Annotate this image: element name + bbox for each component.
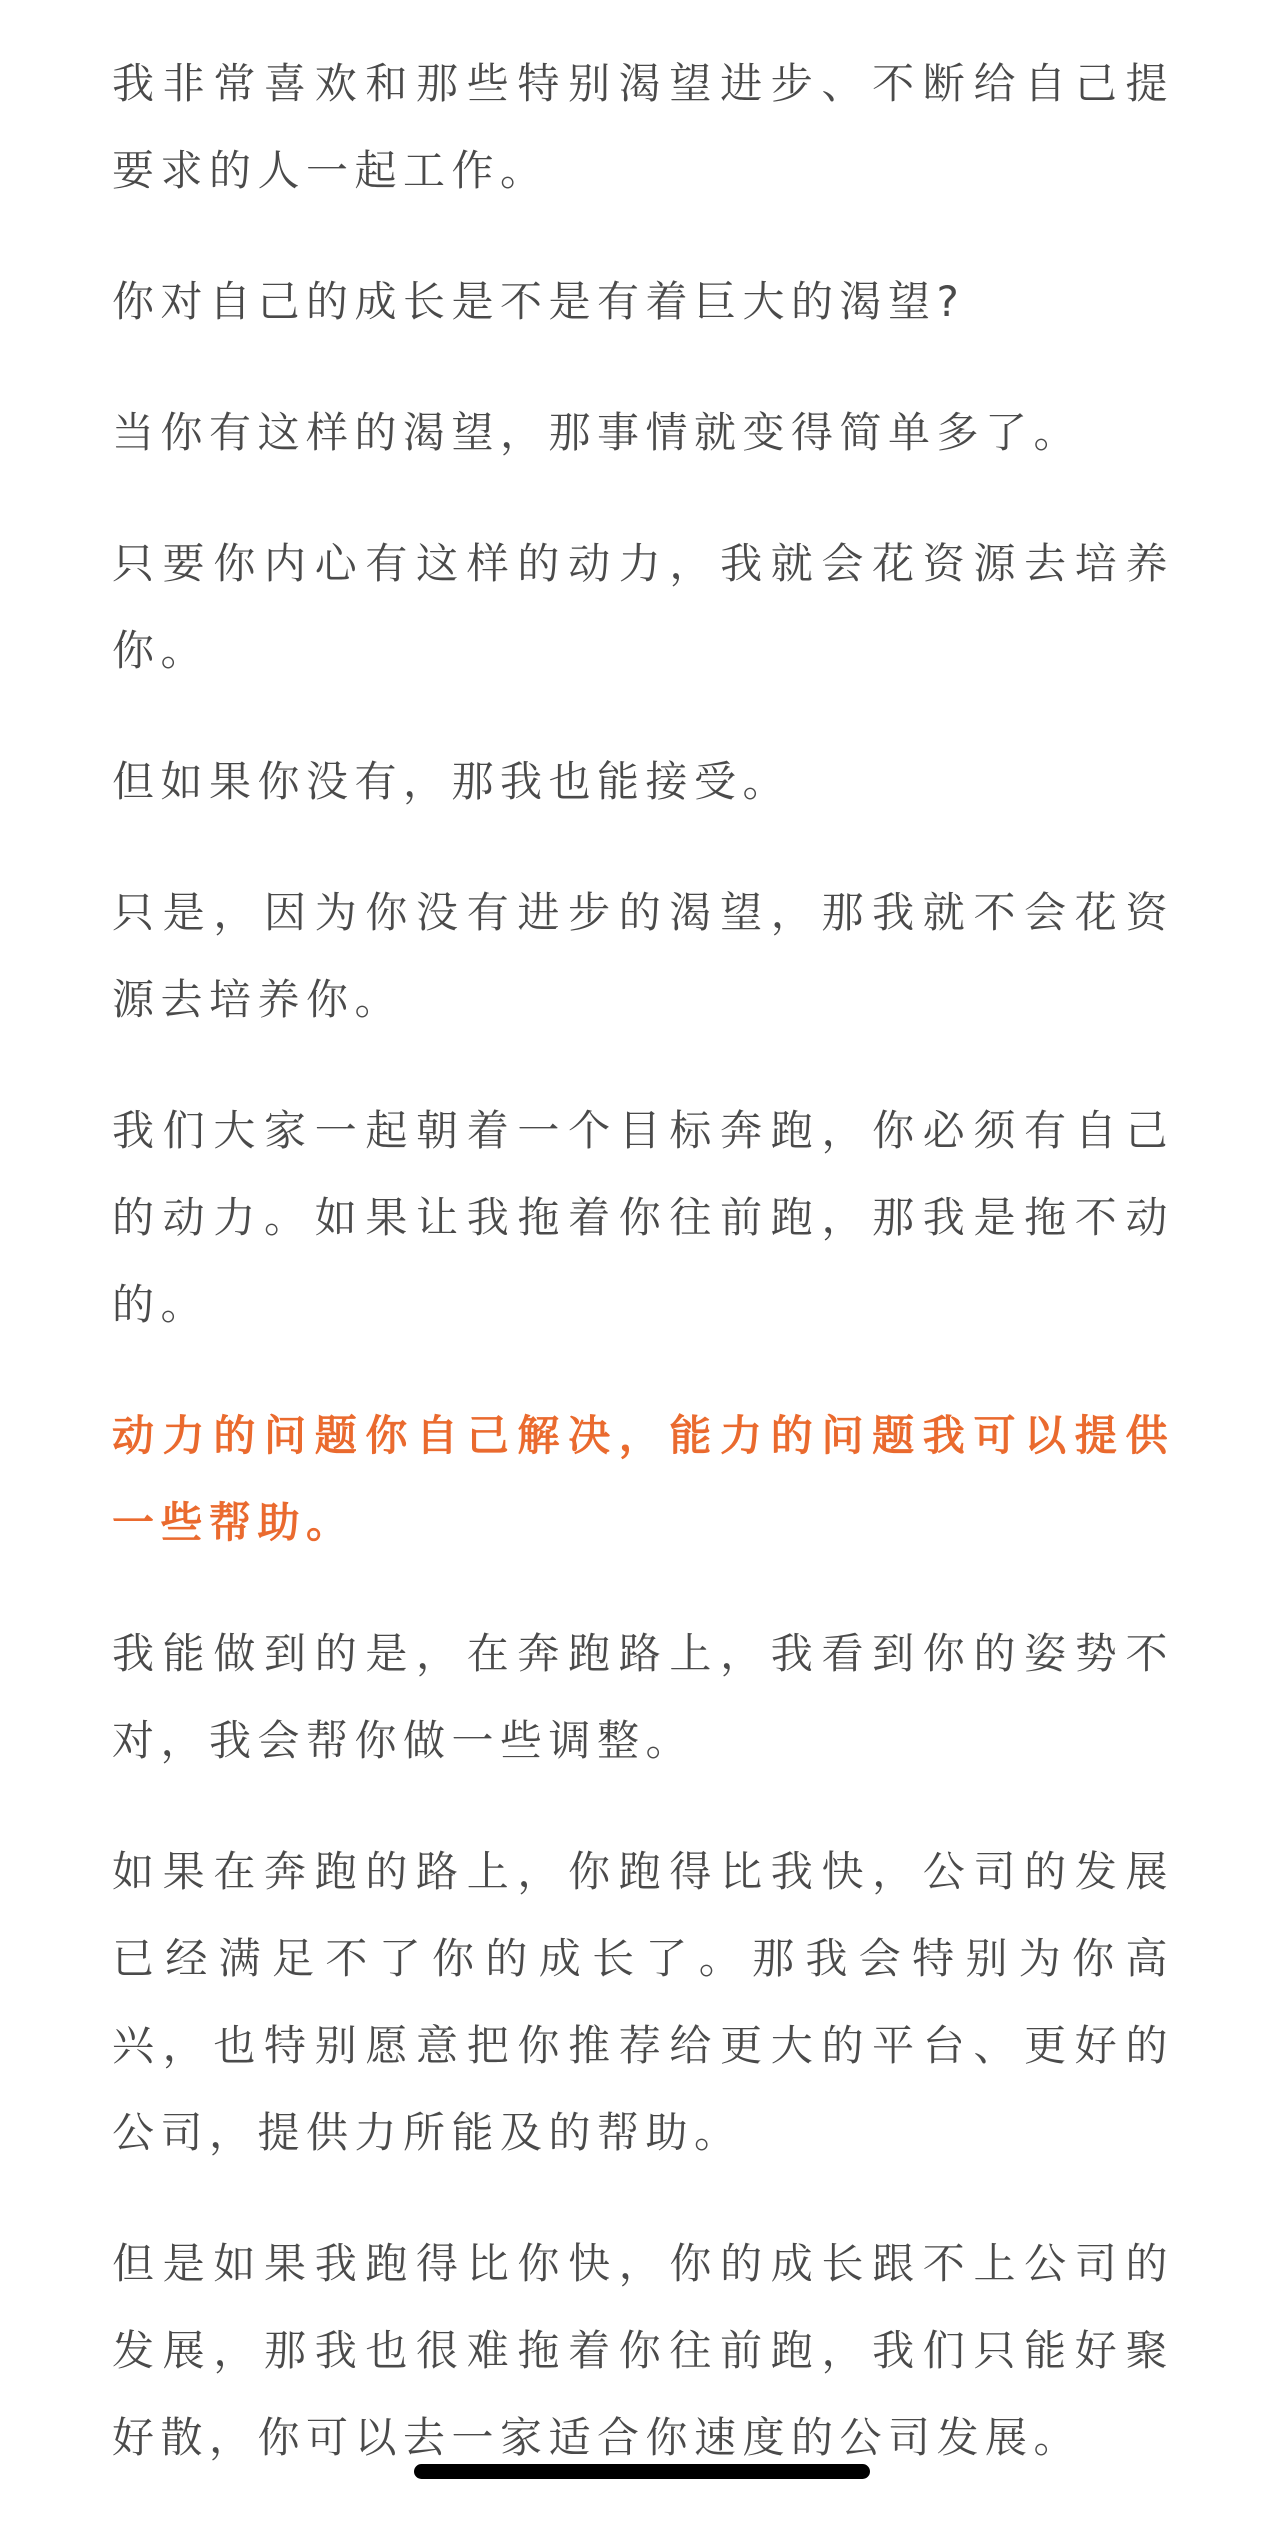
paragraph-9: 我能做到的是，在奔跑路上，我看到你的姿势不对，我会帮你做一些调整。	[112, 1629, 1174, 1765]
article-body	[112, 40, 1174, 2525]
paragraph-4: 只要你内心有这样的动力，我就会花资源去培养你。	[112, 539, 1174, 675]
paragraph-1: 我非常喜欢和那些特别渴望进步、不断给自己提要求的人一起工作。	[112, 59, 1174, 195]
paragraph-2: 你对自己的成长是不是有着巨大的渴望?	[112, 277, 966, 326]
paragraph-10: 如果在奔跑的路上，你跑得比我快，公司的发展已经满足不了你的成长了。那我会特别为你高兴，也特别愿意把你推荐给更大的平台、更好的公司，提供力所能及的帮助。	[112, 1847, 1174, 2157]
paragraph-5: 但如果你没有，那我也能接受。	[112, 757, 792, 806]
paragraph-7: 我们大家一起朝着一个目标奔跑，你必须有自己的动力。如果让我拖着你往前跑，那我是拖不动的。	[112, 1106, 1174, 1329]
paragraph-6: 只是，因为你没有进步的渴望，那我就不会花资源去培养你。	[112, 888, 1174, 1024]
home-indicator[interactable]	[414, 2464, 870, 2479]
highlighted-paragraph: 动力的问题你自己解决，能力的问题我可以提供一些帮助。	[112, 1411, 1174, 1547]
paragraph-3: 当你有这样的渴望，那事情就变得简单多了。	[112, 408, 1083, 457]
paragraph-11: 但是如果我跑得比你快，你的成长跟不上公司的发展，那我也很难拖着你往前跑，我们只能好聚好散，你可以去一家适合你速度的公司发展。	[112, 2239, 1174, 2462]
